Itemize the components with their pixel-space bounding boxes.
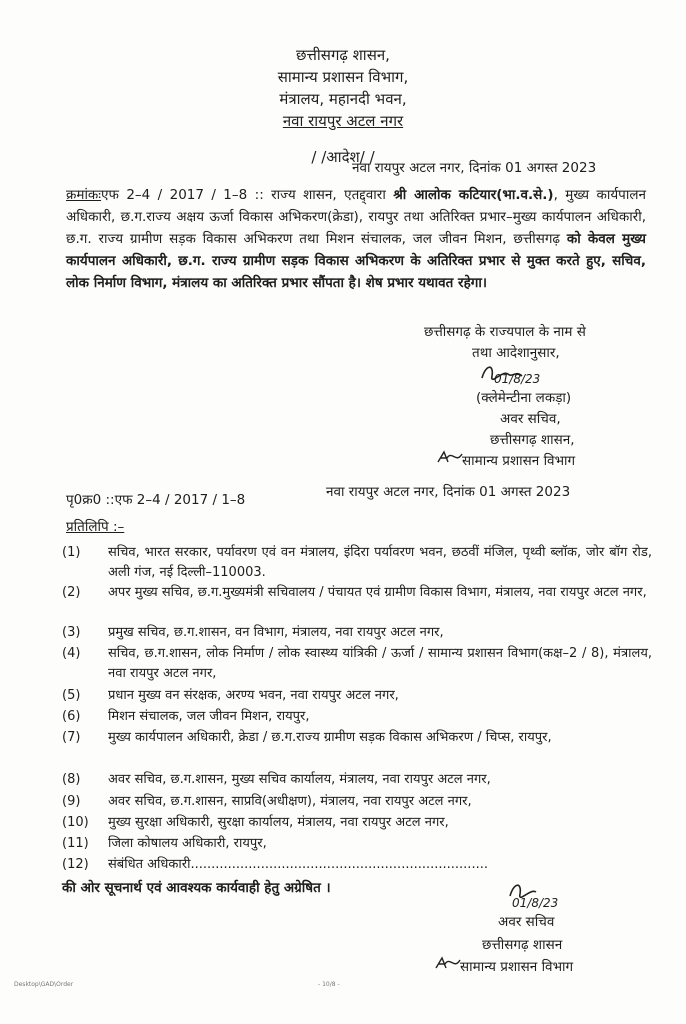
order-body (66, 184, 646, 294)
footer-path: Desktop\GAD\Order (14, 981, 74, 988)
list-item-text: अपर मुख्य सचिव, छ.ग.मुख्यमंत्री सचिवालय / पंचायत एवं ग्रामीण विकास विभाग, मंत्रालय, नवा रायपुर अटल नगर, (108, 585, 647, 600)
order-text-start: :: राज्य शासन, एतद्द्वारा (247, 187, 394, 203)
order-text-bold: को केवल मुख्य कार्यपालन अधिकारी, छ.ग. राज्य ग्रामीण सड़क विकास अभिकरण के अतिरिक्त प्रभार से मुक्त करते हुए, सचिव, लोक निर्माण विभाग, मंत्रालय का अतिरिक्त प्रभार सौंपता है। शेष प्रभार यथावत रहेगा। (66, 231, 646, 291)
list-item (62, 855, 652, 876)
letterhead-building: मंत्रालय, महानदी भवन, (279, 90, 407, 108)
list-item-number: (1) (62, 545, 81, 560)
endorsement-number: पृ0क्र0 ::एफ 2–4 / 2017 / 1–8 (66, 492, 246, 508)
list-item-text: प्रमुख सचिव, छ.ग.शासन, वन विभाग, मंत्रालय, नवा रायपुर अटल नगर, (108, 625, 444, 640)
list-item (62, 728, 652, 770)
list-item-text: जिला कोषालय अधिकारी, रायपुर, (108, 836, 267, 851)
copy-label: प्रतिलिपि :– (66, 519, 125, 535)
list-item-number: (7) (62, 730, 81, 745)
list-item-text: प्रधान मुख्य वन संरक्षक, अरण्य भवन, नवा रायपुर अटल नगर, (108, 688, 399, 703)
signatory-1-dept: सामान्य प्रशासन विभाग (462, 453, 576, 469)
list-item (62, 792, 652, 813)
footer-page: - 10/8 - (318, 981, 340, 988)
order-number: एफ 2–4 / 2017 / 1–8 (101, 187, 248, 203)
list-item-number: (9) (62, 794, 81, 809)
signatory-1-designation: अवर सचिव, (500, 411, 561, 427)
list-item-text: अवर सचिव, छ.ग.शासन, साप्रवि(अधीक्षण), मंत्रालय, नवा रायपुर अटल नगर, (108, 794, 472, 809)
list-item-text: मुख्य कार्यपालन अधिकारी, क्रेडा / छ.ग.राज्य ग्रामीण सड़क विकास अभिकरण / चिप्स, रायपुर, (108, 730, 552, 745)
list-item-number: (10) (62, 815, 89, 830)
closing-line: की ओर सूचनार्थ एवं आवश्यक कार्यवाही हेतु अग्रेषित । (62, 880, 331, 896)
list-item (62, 686, 652, 707)
signatory-1-name: (क्लेमेन्टीना लकड़ा) (476, 390, 572, 406)
officer-name: श्री आलोक कटियार(भा.व.से.) (393, 187, 554, 203)
list-item-text: सचिव, भारत सरकार, पर्यावरण एवं वन मंत्रालय, इंदिरा पर्यावरण भवन, छठवीं मंजिल, पृथ्वी ब्लॉक, जोर बॉग रोड, अली गंज, नई दिल्ली–110003. (108, 545, 652, 580)
order-title: / /आदेश/ / (311, 148, 375, 166)
signatory-1-org: छत्तीसगढ़ शासन, (490, 432, 575, 448)
signature-1-date: 01/8/23 (494, 372, 541, 386)
list-item (62, 834, 652, 855)
list-item-text: सचिव, छ.ग.शासन, लोक निर्माण / लोक स्वास्थ्य यांत्रिकी / ऊर्जा / सामान्य प्रशासन विभाग(कक्ष–2 / 8), मंत्रालय, नवा रायपुर अटल नगर, (108, 646, 652, 681)
list-item-text: मुख्य सुरक्षा अधिकारी, सुरक्षा कार्यालय, मंत्रालय, नवा रायपुर अटल नगर, (108, 815, 449, 830)
order-text-mid: , मुख्य कार्यपालन अधिकारी, छ.ग.राज्य अक्षय ऊर्जा विकास अभिकरण(क्रेडा), रायपुर तथा अतिरिक्त प्रभार–मुख्य कार्यपालन अधिकारी, छ.ग. राज्य ग्रामीण सड़क विकास अभिकरण तथा मिशन संचालक, जल जीवन मिशन, छत्तीसगढ़ (66, 187, 646, 247)
authority-line2: तथा आदेशानुसार, (472, 345, 560, 361)
list-item (62, 623, 652, 644)
list-item (62, 707, 652, 728)
list-item (62, 770, 652, 792)
signature-2-date: 01/8/23 (512, 896, 559, 910)
list-item (62, 543, 652, 583)
list-item-number: (12) (62, 857, 89, 872)
signatory-2-dept: सामान्य प्रशासन विभाग (460, 959, 574, 975)
endorsement-place-date: नवा रायपुर अटल नगर, दिनांक 01 अगस्त 2023 (326, 484, 571, 500)
list-item-text: अवर सचिव, छ.ग.शासन, मुख्य सचिव कार्यालय, मंत्रालय, नवा रायपुर अटल नगर, (108, 772, 491, 787)
list-item (62, 813, 652, 834)
order-place-date: नवा रायपुर अटल नगर, दिनांक 01 अगस्त 2023 (352, 160, 597, 176)
list-item-number: (8) (62, 772, 81, 787)
list-item-number: (11) (62, 836, 89, 851)
signatory-2-org: छत्तीसगढ़ शासन (482, 937, 563, 953)
signatory-2-designation: अवर सचिव (498, 914, 555, 930)
list-item-text: मिशन संचालक, जल जीवन मिशन, रायपुर, (108, 709, 310, 724)
list-item-number: (3) (62, 625, 81, 640)
list-item-number: (6) (62, 709, 81, 724)
letterhead-city: नवा रायपुर अटल नगर (282, 112, 404, 130)
letterhead (0, 44, 686, 132)
list-item-number: (4) (62, 646, 81, 661)
letterhead-govt: छत्तीसगढ़ शासन, (296, 46, 390, 64)
list-item-text: संबंधित अधिकारी........................................................................ (108, 857, 488, 872)
list-item (62, 583, 652, 623)
letterhead-dept: सामान्य प्रशासन विभाग, (277, 68, 409, 86)
list-item-number: (2) (62, 585, 81, 600)
authority-line1: छत्तीसगढ़ के राज्यपाल के नाम से (424, 324, 586, 340)
list-item-number: (5) (62, 688, 81, 703)
list-item (62, 644, 652, 686)
order-label: क्रमांकः (66, 187, 102, 203)
copy-list (62, 543, 652, 876)
